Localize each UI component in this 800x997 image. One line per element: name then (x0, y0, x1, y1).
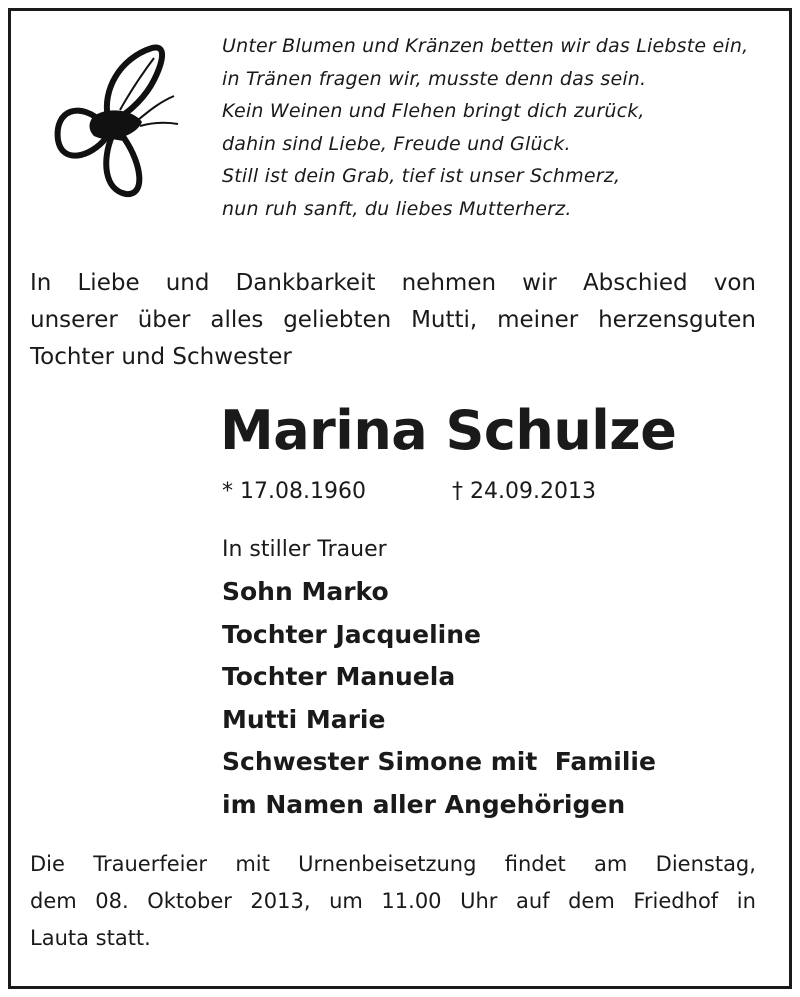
life-dates (222, 475, 596, 509)
word: wir (522, 270, 557, 296)
word: Liebe (77, 270, 140, 296)
word: 2013, (250, 889, 311, 913)
intro-text (30, 265, 756, 376)
survivor: Schwester Simone mit Familie (222, 747, 656, 776)
poem (222, 30, 762, 225)
birth-date: * 17.08.1960 (222, 479, 366, 504)
word: Friedhof (633, 889, 719, 913)
poem-line: nun ruh sanft, du liebes Mutterherz. (222, 197, 572, 220)
word: Trauerfeier (93, 852, 208, 876)
ceremony-line-3: Lauta statt. (30, 926, 151, 950)
poem-line: in Tränen fragen wir, musste denn das sein. (222, 67, 647, 90)
word: über (137, 307, 191, 333)
word: von (713, 270, 756, 296)
word: herzensguten (598, 307, 756, 333)
word: alles (210, 307, 264, 333)
word: findet (504, 852, 566, 876)
word: Oktober (147, 889, 232, 913)
poem-line: Still ist dein Grab, tief ist unser Schmerz, (222, 165, 621, 187)
word: und (165, 270, 210, 296)
word: Uhr (460, 889, 498, 913)
survivor: Sohn Marko (222, 577, 389, 606)
word: Mutti, (411, 307, 478, 333)
word: 11.00 (381, 889, 442, 913)
intro-line-2 (30, 302, 756, 339)
intro-line-1 (30, 265, 756, 302)
word: um (329, 889, 363, 913)
survivor: Mutti Marie (222, 704, 386, 734)
word: auf (515, 889, 550, 913)
word: dem (568, 889, 615, 913)
deceased-name: Marina Schulze (220, 399, 677, 462)
word: Dankbarkeit (235, 270, 376, 296)
word: In (30, 270, 52, 296)
survivor: Tochter Jacqueline (222, 619, 481, 649)
mourning-label: In stiller Trauer (222, 537, 387, 562)
word: am (594, 852, 628, 876)
word: unserer (30, 307, 118, 333)
survivor: im Namen aller Angehörigen (222, 789, 626, 819)
word: Die (30, 852, 65, 876)
butterfly-icon (50, 40, 180, 200)
word: Abschied (582, 270, 688, 296)
survivor: Tochter Manuela (222, 662, 456, 691)
poem-line: Unter Blumen und Kränzen betten wir das Liebste ein, (222, 35, 749, 57)
poem-line: dahin sind Liebe, Freude und Glück. (222, 132, 571, 155)
death-date: † 24.09.2013 (452, 479, 596, 504)
word: in (736, 889, 756, 913)
ceremony-text (30, 846, 756, 957)
word: geliebten (283, 307, 392, 333)
ceremony-line-1 (30, 846, 756, 883)
word: Urnenbeisetzung (298, 852, 477, 876)
word: dem (30, 889, 77, 913)
ceremony-line-2 (30, 883, 756, 920)
poem-line: Kein Weinen und Flehen bringt dich zurück, (222, 100, 645, 122)
word: mit (235, 852, 270, 876)
word: nehmen (401, 270, 497, 296)
word: Dienstag, (655, 852, 756, 876)
word: meiner (497, 307, 579, 333)
word: 08. (95, 889, 129, 913)
survivors-list (222, 571, 656, 826)
intro-line-3: Tochter und Schwester (30, 344, 292, 370)
